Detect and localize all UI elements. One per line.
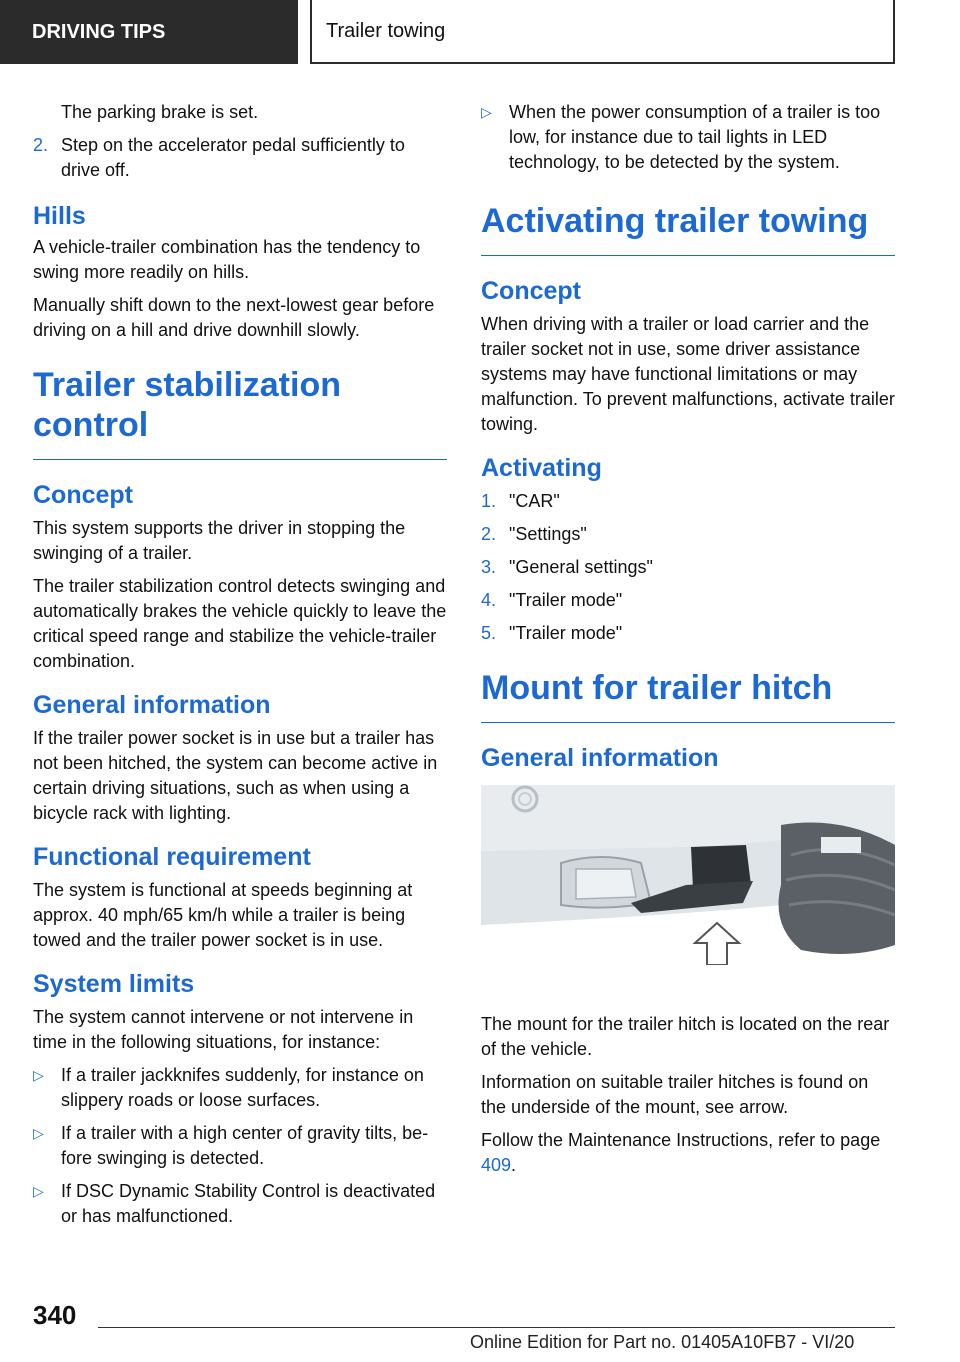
step-item <box>481 621 895 646</box>
page-number: 340 <box>33 1300 77 1330</box>
activating-heading: Activating <box>481 454 602 482</box>
general-heading: General information <box>33 691 271 719</box>
step-number: 2. <box>481 524 497 544</box>
bullet-icon: ▷ <box>481 104 492 120</box>
step-item <box>33 133 447 183</box>
trailer-hitch-mount-illustration <box>481 785 895 965</box>
intro-text: The parking brake is set. <box>61 102 259 122</box>
hills-p1: A vehicle-trailer combination has the tendency to swing more readily on hills. <box>33 237 421 282</box>
left-column <box>33 100 447 1237</box>
step-item <box>481 588 895 613</box>
hills-p2: Manually shift down to the next-lowest gear before driving on a hill and drive downhill slowly. <box>33 295 435 340</box>
list-item-text: When the power consumption of a trailer is too low, for instance due to tail lights in LED technology, to be detected by the system. <box>509 102 881 172</box>
footer-divider <box>98 1327 895 1328</box>
step-item <box>481 489 895 514</box>
step-text: "General settings" <box>509 557 653 577</box>
concept-p2: The trailer stabilization control detects swinging and automatically brakes the vehicle quickly to leave the critical speed range and stabilize the vehicle-trailer combination. <box>33 576 447 671</box>
step-text: "CAR" <box>509 491 560 511</box>
hills-heading: Hills <box>33 202 86 230</box>
step-number: 2. <box>33 135 49 155</box>
list-item-text: If a trailer with a high center of gravity tilts, before swinging is detected. <box>61 1123 429 1168</box>
list-item <box>33 1121 447 1171</box>
topic-tab: Trailer towing <box>310 0 895 64</box>
step-text: Step on the accelerator pedal sufficiently to drive off. <box>61 135 405 180</box>
step-number: 5. <box>481 623 497 643</box>
step-number: 4. <box>481 590 497 610</box>
step-text: "Settings" <box>509 524 587 544</box>
limits-p1: The system cannot intervene or not intervene in time in the following situations, for instance: <box>33 1007 414 1052</box>
list-item-text: If a trailer jackknifes suddenly, for instance on slippery roads or loose surfaces. <box>61 1065 424 1110</box>
right-column <box>481 100 895 1186</box>
step-text: "Trailer mode" <box>509 590 623 610</box>
concept-heading: Concept <box>481 277 581 305</box>
activating-trailer-heading: Activating trailer towing <box>481 201 895 256</box>
list-item <box>481 100 895 175</box>
mount-p2: Information on suitable trailer hitches is found on the underside of the mount, see arrow. <box>481 1072 869 1117</box>
footer-edition: Online Edition for Part no. 01405A10FB7 - VI/20 <box>470 1332 855 1352</box>
concept-heading: Concept <box>33 481 133 509</box>
mount-heading: Mount for trailer hitch <box>481 668 895 723</box>
limits-heading: System limits <box>33 970 195 998</box>
step-number: 1. <box>481 491 497 511</box>
concept-p1: When driving with a trailer or load carrier and the trailer socket not in use, some driver assistance systems may have functional limitations or may malfunction. To prevent malfunctions, activate trailer towing. <box>481 314 895 434</box>
general-p1: If the trailer power socket is in use but a trailer has not been hitched, the system can become active in certain driving situations, such as when using a bicycle rack with lighting. <box>33 728 438 823</box>
general-heading: General information <box>481 744 719 772</box>
page-reference-link[interactable]: 409 <box>481 1155 512 1175</box>
tsc-heading: Trailer stabilization control <box>33 365 447 460</box>
mount-p3-end: . <box>511 1155 517 1175</box>
mount-p1: The mount for the trailer hitch is located on the rear of the vehicle. <box>481 1014 890 1059</box>
step-item <box>481 555 895 580</box>
step-item <box>481 522 895 547</box>
concept-p1: This system supports the driver in stopping the swinging of a trailer. <box>33 518 406 563</box>
step-text: "Trailer mode" <box>509 623 623 643</box>
mount-p3 <box>481 1128 895 1178</box>
list-item <box>33 1179 447 1229</box>
bullet-icon: ▷ <box>33 1125 44 1141</box>
functional-heading: Functional requirement <box>33 843 311 871</box>
list-item <box>33 1063 447 1113</box>
bullet-icon: ▷ <box>33 1067 44 1083</box>
step-number: 3. <box>481 557 497 577</box>
list-item-text: If DSC Dynamic Stability Control is deactivated or has malfunctioned. <box>61 1181 436 1226</box>
bullet-icon: ▷ <box>33 1183 44 1199</box>
section-tab: DRIVING TIPS <box>0 0 298 64</box>
functional-p1: The system is functional at speeds beginning at approx. 40 mph/65 km/h while a trailer is being towed and the trailer power socket is in use. <box>33 880 413 950</box>
mount-p3-text: Follow the Maintenance Instructions, refer to page <box>481 1130 881 1150</box>
